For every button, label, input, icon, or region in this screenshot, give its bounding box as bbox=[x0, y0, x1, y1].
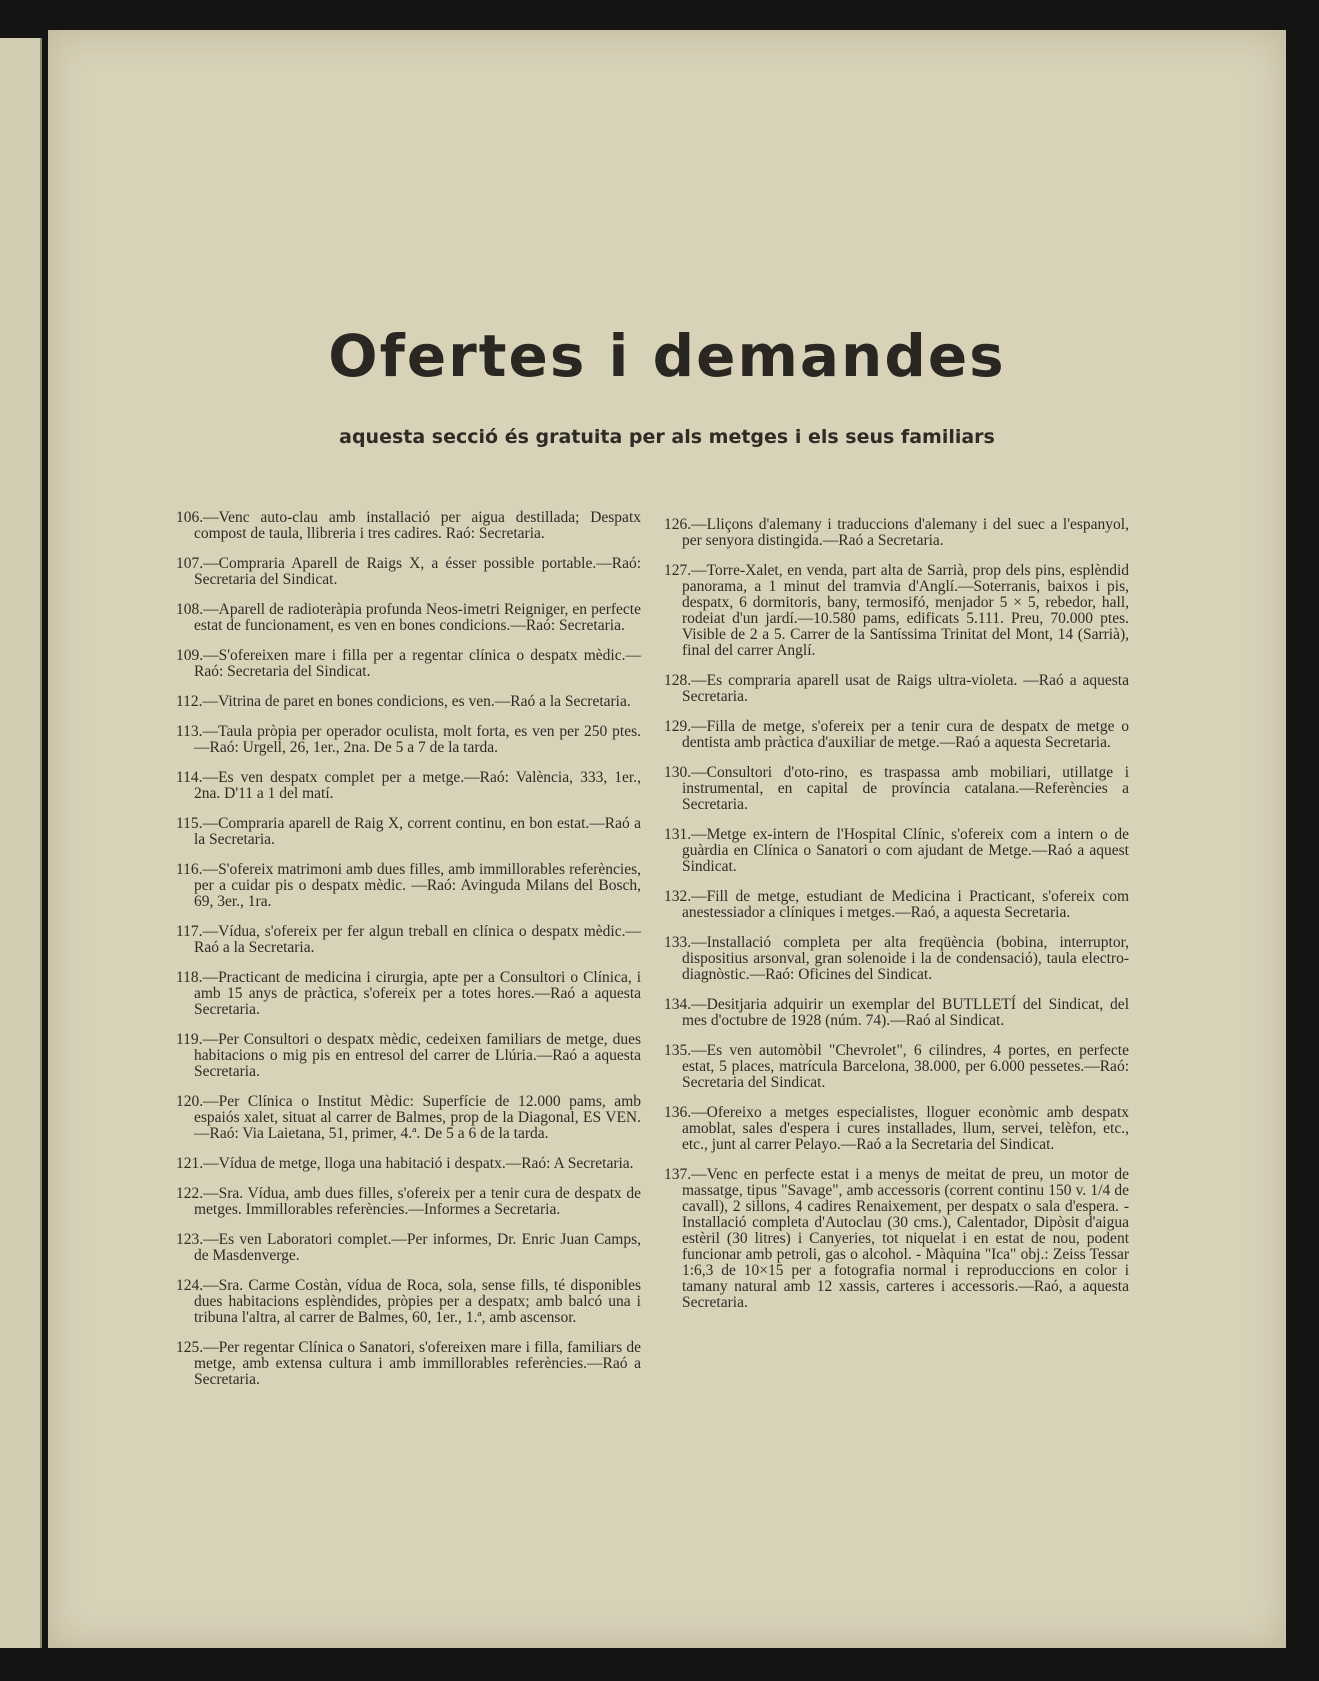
ad-number: 112. bbox=[176, 693, 203, 710]
ad-number: 125. bbox=[176, 1339, 204, 1356]
ad-text: —Compraria Aparell de Raigs X, a ésser possible portable.—Raó: Secretaria del Sindicat. bbox=[194, 555, 641, 588]
ad-number: 124. bbox=[176, 1277, 204, 1294]
classified-ad bbox=[664, 935, 1129, 983]
ad-text: —Filla de metge, s'ofereix per a tenir cura de despatx de metge o dentista amb pràctica d'auxiliar de metge.—Raó a aquesta Secretaria. bbox=[682, 718, 1129, 751]
ad-number: 126. bbox=[664, 516, 692, 533]
ad-number: 121. bbox=[176, 1155, 204, 1172]
ad-text: —Es ven automòbil "Chevrolet", 6 cilindres, 4 portes, en perfecte estat, 5 places, matrícula Barcelona, 38.000, per 6.000 pessetes.—Raó: Secretaria del Sindicat. bbox=[682, 1042, 1129, 1091]
classified-ad bbox=[176, 862, 641, 910]
ad-number: 113. bbox=[176, 723, 203, 740]
ad-text: —Es compraria aparell usat de Raigs ultra-violeta. —Raó a aquesta Secretaria. bbox=[682, 672, 1129, 705]
ad-number: 116. bbox=[176, 861, 203, 878]
ad-text: —Venc en perfecte estat i a menys de meitat de preu, un motor de massatge, tipus "Savage", amb accessoris (corrent continu 150 v. 1/4 de cavall), 2 sillons, 4 cadires Renaixement, per despatx o sala d'espera. - Installació completa d'Autoclau (30 cms.), Calentador, Dipòsit d'aigua estèril (30 litres) i Canyeries, tot niquelat i en estat de nou, podent funcionar amb petroli, gas o alcohol. - Màquina "Ica" obj.: Zeiss Tessar 1:6,3 de 10×15 per a fotografia normal i reproduccions en color i tamany natural amb 12 xassis, carteres i accessoris.—Raó, a aquesta Secretaria. bbox=[682, 1166, 1129, 1311]
ad-text: —Vitrina de paret en bones condicions, es ven.—Raó a la Secretaria. bbox=[202, 693, 631, 710]
ads-right-column bbox=[664, 517, 1129, 1325]
classified-ad bbox=[176, 556, 641, 588]
classified-ad bbox=[176, 602, 641, 634]
classified-ad bbox=[176, 924, 641, 956]
ad-text: —S'ofereix matrimoni amb dues filles, amb immillorables referències, per a cuidar pis o despatx mèdic. —Raó: Avinguda Milans del Bosch, 69, 3er., 1ra. bbox=[194, 861, 641, 910]
ad-number: 117. bbox=[176, 923, 203, 940]
ad-text: —Aparell de radioteràpia profunda Neos-imetri Reigniger, en perfecte estat de funcionament, es ven en bones condicions.—Raó: Secretaria. bbox=[194, 601, 641, 634]
ad-text: —Consultori d'oto-rino, es traspassa amb mobiliari, utillatge i instrumental, en capital de província catalana.—Referències a Secretaria. bbox=[682, 764, 1129, 813]
ad-text: —Desitjaria adquirir un exemplar del BUTLLETÍ del Sindicat, del mes d'octubre de 1928 (núm. 74).—Raó al Sindicat. bbox=[682, 996, 1129, 1029]
ad-number: 108. bbox=[176, 601, 204, 618]
classified-ad bbox=[176, 1032, 641, 1080]
classified-ad bbox=[664, 1043, 1129, 1091]
ad-text: —Installació completa per alta freqüència (bobina, interruptor, dispositius arsonval, gran solenoide i la de condensació), taula electro-diagnòstic.—Raó: Oficines del Sindicat. bbox=[682, 934, 1129, 983]
ad-text: —Per regentar Clínica o Sanatori, s'ofereixen mare i filla, familiars de metge, amb extensa cultura i amb immillorables referències.—Raó a Secretaria. bbox=[194, 1339, 641, 1388]
classified-ad bbox=[176, 1340, 641, 1388]
classified-ad bbox=[664, 563, 1129, 659]
ad-text: —Sra. Vídua, amb dues filles, s'ofereix per a tenir cura de despatx de metges. Immillorables referències.—Informes a Secretaria. bbox=[194, 1185, 641, 1218]
ad-text: —S'ofereixen mare i filla per a regentar clínica o despatx mèdic.—Raó: Secretaria del Sindicat. bbox=[194, 647, 641, 680]
ad-text: —Ofereixo a metges especialistes, lloguer econòmic amb despatx amoblat, sales d'espera i cures installades, llum, servei, telèfon, etc., etc., junt al carrer Pelayo.—Raó a la Secretaria del Sindicat. bbox=[682, 1104, 1129, 1153]
classified-ad bbox=[176, 724, 641, 756]
ad-number: 106. bbox=[176, 509, 204, 526]
classified-ad bbox=[664, 719, 1129, 751]
classified-ad bbox=[176, 816, 641, 848]
ad-number: 120. bbox=[176, 1093, 204, 1110]
ad-text: —Torre-Xalet, en venda, part alta de Sarrià, prop dels pins, esplèndid panorama, a 1 minut del tramvia d'Anglí.—Soterranis, baixos i pis, despatx, 6 dormitoris, bany, termosifó, menjador 5 × 5, rebedor, hall, rodeiat d'un jardí.—10.580 pams, edificats 5.111. Preu, 70.000 ptes. Visible de 2 a 5. Carrer de la Santíssima Trinitat del Mont, 14 (Sarrià), final del carrer Anglí. bbox=[682, 562, 1129, 659]
ad-number: 129. bbox=[664, 718, 692, 735]
classified-ad bbox=[176, 648, 641, 680]
classified-ad bbox=[176, 1186, 641, 1218]
classified-ad bbox=[176, 970, 641, 1018]
ad-text: —Taula pròpia per operador oculista, molt forta, es ven per 250 ptes.—Raó: Urgell, 26, 1er., 2na. De 5 a 7 de la tarda. bbox=[194, 723, 641, 756]
page-subtitle: aquesta secció és gratuita per als metges i els seus familiars bbox=[339, 426, 995, 448]
facing-page-edge bbox=[0, 38, 42, 1648]
ad-number: 107. bbox=[176, 555, 204, 572]
ad-text: —Fill de metge, estudiant de Medicina i Practicant, s'ofereix com anestessiador a clíniques i metges.—Raó, a aquesta Secretaria. bbox=[682, 888, 1129, 921]
ads-left-column bbox=[176, 510, 641, 1402]
classified-ad bbox=[176, 694, 641, 710]
ad-number: 134. bbox=[664, 996, 692, 1013]
ad-number: 122. bbox=[176, 1185, 204, 1202]
ad-number: 118. bbox=[176, 969, 203, 986]
classified-ad bbox=[664, 1167, 1129, 1311]
ad-text: —Practicant de medicina i cirurgia, apte per a Consultori o Clínica, i amb 15 anys de pràctica, s'ofereix per a totes hores.—Raó a aquesta Secretaria. bbox=[194, 969, 641, 1018]
ad-text: —Sra. Carme Costàn, vídua de Roca, sola, sense fills, té disponibles dues habitacions esplèndides, pròpies per a despatx; amb balcó una i tribuna l'altra, al carrer de Balmes, 60, 1er., 1.ª, amb ascensor. bbox=[194, 1277, 641, 1326]
ad-text: —Es ven despatx complet per a metge.—Raó: València, 333, 1er., 2na. D'11 a 1 del matí. bbox=[194, 769, 641, 802]
ad-number: 119. bbox=[176, 1031, 203, 1048]
ad-number: 114. bbox=[176, 769, 203, 786]
document-page bbox=[48, 30, 1286, 1648]
ad-number: 131. bbox=[664, 826, 692, 843]
ad-number: 115. bbox=[176, 815, 203, 832]
ad-text: —Lliçons d'alemany i traduccions d'alemany i del suec a l'espanyol, per senyora distingida.—Raó a Secretaria. bbox=[682, 516, 1129, 549]
ad-number: 132. bbox=[664, 888, 692, 905]
classified-ad bbox=[664, 765, 1129, 813]
classified-ad bbox=[664, 517, 1129, 549]
ad-number: 109. bbox=[176, 647, 204, 664]
ad-text: —Compraria aparell de Raig X, corrent continu, en bon estat.—Raó a la Secretaria. bbox=[194, 815, 641, 848]
classified-ad bbox=[664, 889, 1129, 921]
classified-ad bbox=[176, 510, 641, 542]
classified-ad bbox=[176, 770, 641, 802]
ad-number: 123. bbox=[176, 1231, 204, 1248]
ad-text: —Per Consultori o despatx mèdic, cedeixen familiars de metge, dues habitacions o mig pis en entresol del carrer de Llúria.—Raó a aquesta Secretaria. bbox=[194, 1031, 641, 1080]
classified-ad bbox=[176, 1278, 641, 1326]
ad-text: —Vídua de metge, lloga una habitació i despatx.—Raó: A Secretaria. bbox=[203, 1155, 634, 1172]
ad-text: —Es ven Laboratori complet.—Per informes, Dr. Enric Juan Camps, de Masdenverge. bbox=[194, 1231, 641, 1264]
classified-ad bbox=[176, 1094, 641, 1142]
ad-text: —Metge ex-intern de l'Hospital Clínic, s'ofereix com a intern o de guàrdia en Clínica o Sanatori o com ajudant de Metge.—Raó a aquest Sindicat. bbox=[682, 826, 1129, 875]
ad-text: —Venc auto-clau amb installació per aigua destillada; Despatx compost de taula, llibreria i tres cadires. Raó: Secretaria. bbox=[194, 509, 641, 542]
ad-number: 136. bbox=[664, 1104, 692, 1121]
ad-text: —Per Clínica o Institut Mèdic: Superfície de 12.000 pams, amb espaiós xalet, situat al carrer de Balmes, prop de la Diagonal, ES VEN.—Raó: Via Laietana, 51, primer, 4.ª. De 5 a 6 de la tarda. bbox=[194, 1093, 641, 1142]
classified-ad bbox=[176, 1156, 641, 1172]
classified-ad bbox=[664, 1105, 1129, 1153]
ad-number: 128. bbox=[664, 672, 692, 689]
ad-number: 130. bbox=[664, 764, 692, 781]
classified-ad bbox=[176, 1232, 641, 1264]
classified-ad bbox=[664, 997, 1129, 1029]
ad-number: 127. bbox=[664, 562, 692, 579]
ad-number: 137. bbox=[664, 1166, 692, 1183]
classified-ad bbox=[664, 673, 1129, 705]
classified-ad bbox=[664, 827, 1129, 875]
ad-number: 133. bbox=[664, 934, 692, 951]
ad-number: 135. bbox=[664, 1042, 692, 1059]
page-title: Ofertes i demandes bbox=[328, 322, 1006, 390]
ad-text: —Vídua, s'ofereix per fer algun treball en clínica o despatx mèdic.—Raó a la Secretaria. bbox=[194, 923, 641, 956]
